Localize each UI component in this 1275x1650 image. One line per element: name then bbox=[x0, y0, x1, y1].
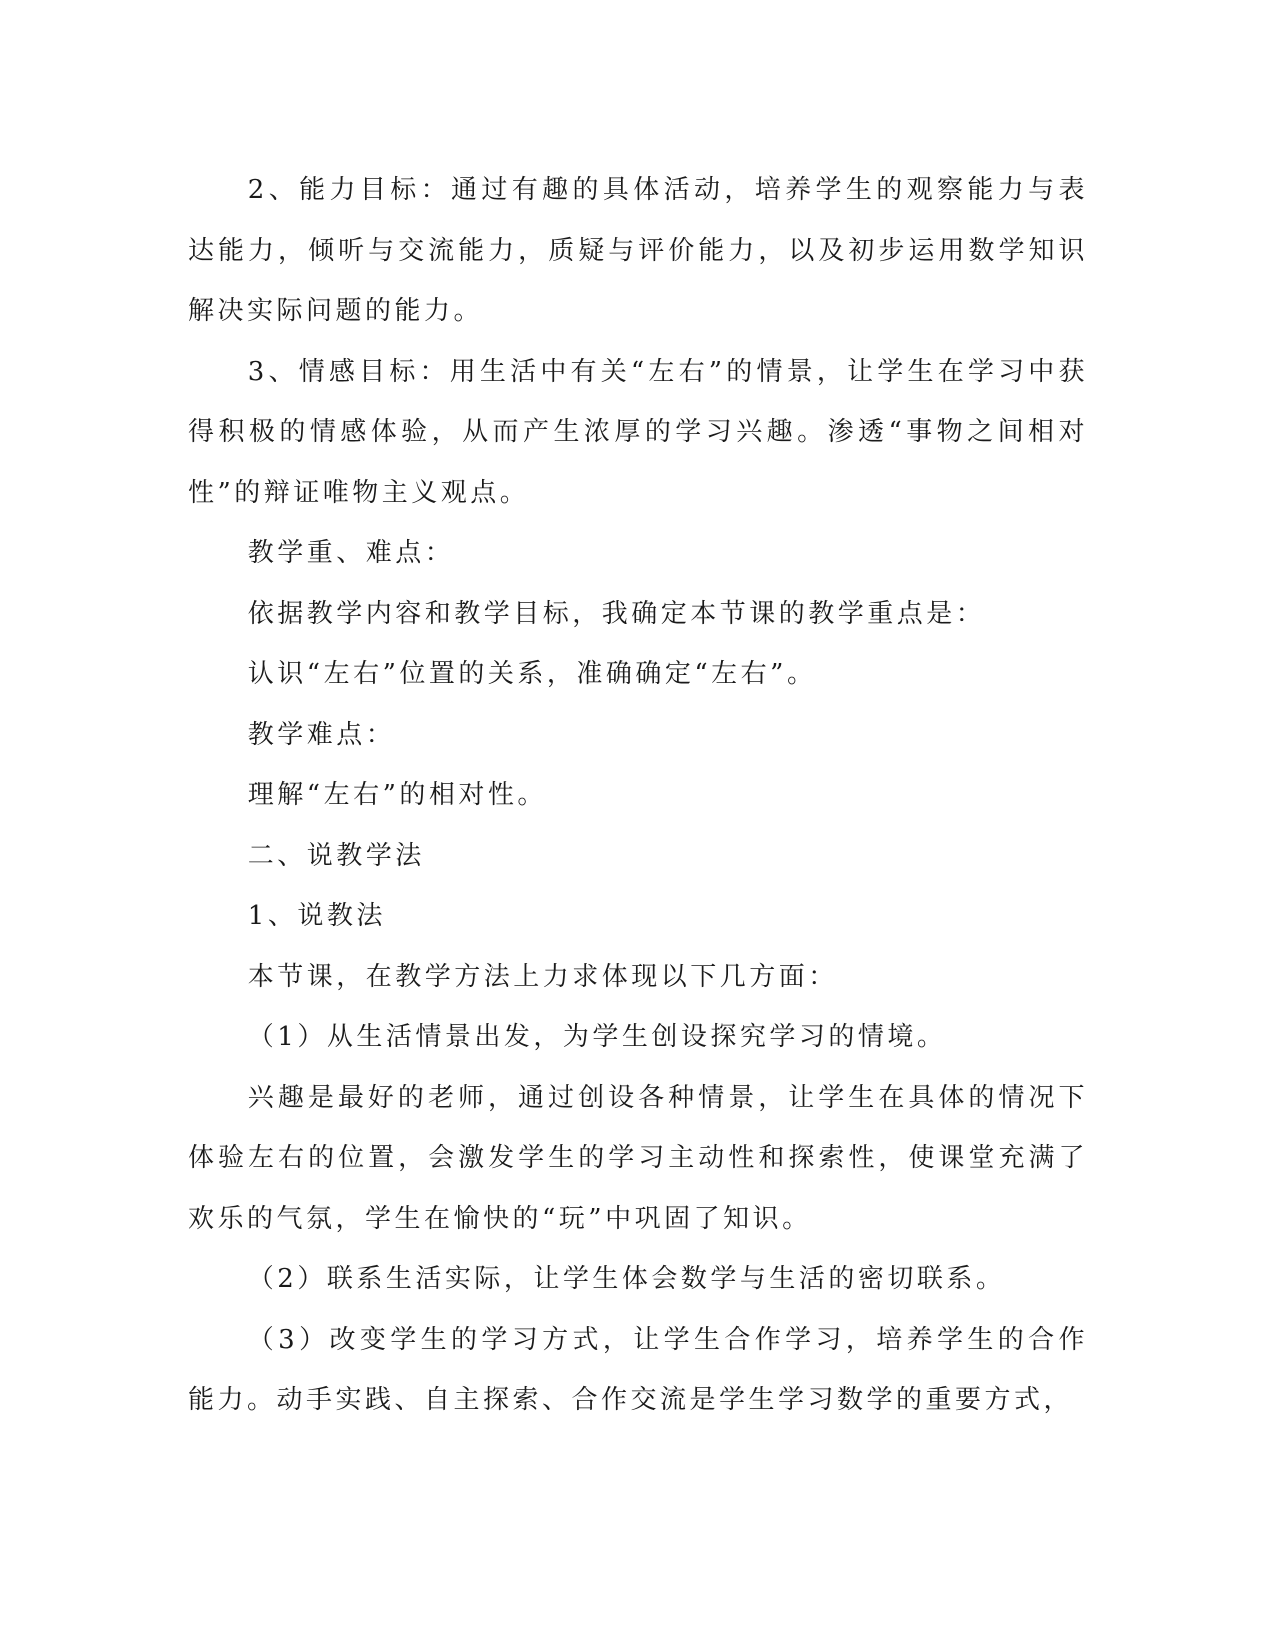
document-body bbox=[188, 160, 1088, 1431]
paragraph-method-item-1: （1）从生活情景出发，为学生创设探究学习的情境。 bbox=[247, 1022, 947, 1052]
paragraph-emotion-goal: 3、情感目标：用生活中有关“左右”的情景，让学生在学习中获得积极的情感体验，从而产生浓厚的学习兴趣。渗透“事物之间相对性”的辩证唯物主义观点。 bbox=[188, 356, 1088, 508]
heading-teaching-method-1: 1、说教法 bbox=[247, 901, 386, 931]
heading-key-difficult-points: 教学重、难点： bbox=[247, 538, 455, 568]
paragraph-method-item-2: （2）联系生活实际，让学生体会数学与生活的密切联系。 bbox=[247, 1264, 1006, 1294]
paragraph-interest: 兴趣是最好的老师，通过创设各种情景，让学生在具体的情况下体验左右的位置，会激发学生的学习主动性和探索性，使课堂充满了欢乐的气氛，学生在愉快的“玩”中巩固了知识。 bbox=[188, 1082, 1088, 1234]
heading-teaching-methods: 二、说教学法 bbox=[247, 840, 425, 871]
paragraph-key-point: 认识“左右”位置的关系，准确确定“左右”。 bbox=[247, 659, 817, 689]
paragraph-difficult-point: 理解“左右”的相对性。 bbox=[247, 780, 547, 810]
paragraph-ability-goal: 2、能力目标：通过有趣的具体活动，培养学生的观察能力与表达能力，倾听与交流能力，质疑与评价能力，以及初步运用数学知识解决实际问题的能力。 bbox=[188, 175, 1088, 326]
paragraph-key-point-intro: 依据教学内容和教学目标，我确定本节课的教学重点是： bbox=[247, 598, 986, 629]
heading-difficult-point: 教学难点： bbox=[247, 719, 396, 750]
paragraph-method-intro: 本节课，在教学方法上力求体现以下几方面： bbox=[247, 961, 838, 992]
paragraph-method-item-3: （3）改变学生的学习方式，让学生合作学习，培养学生的合作能力。动手实践、自主探索、合作交流是学生学习数学的重要方式， bbox=[188, 1324, 1088, 1415]
